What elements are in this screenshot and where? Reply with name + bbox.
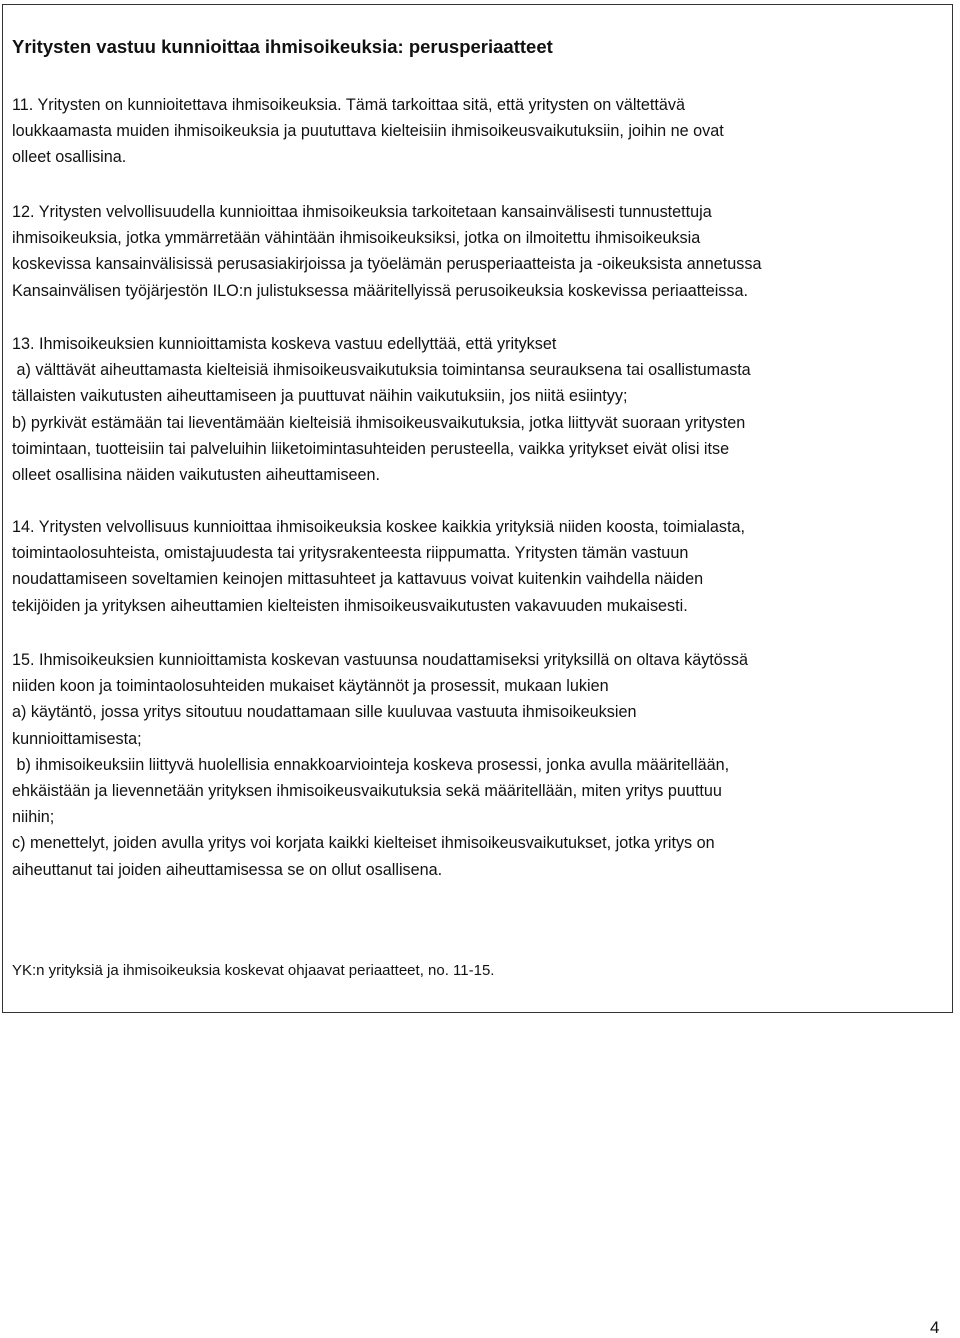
paragraph-13 bbox=[12, 331, 751, 488]
text-line: a) käytäntö, jossa yritys sitoutuu noudattamaan sille kuuluvaa vastuuta ihmisoikeuksien bbox=[12, 703, 637, 722]
text-line: koskevissa kansainvälisissä perusasiakirjoissa ja työelämän perusperiaatteista ja -oikeuksista annetussa bbox=[12, 255, 762, 274]
paragraph-11 bbox=[12, 92, 724, 171]
text-line: a) välttävät aiheuttamasta kielteisiä ihmisoikeusvaikutuksia toimintansa seurauksena tai osallistumasta bbox=[12, 361, 751, 380]
text-line: tällaisten vaikutusten aiheuttamiseen ja puuttuvat näihin vaikutuksiin, jos niitä esiintyy; bbox=[12, 387, 628, 406]
text-line: tekijöiden ja yrityksen aiheuttamien kielteisten ihmisoikeusvaikutusten vakavuuden mukaisesti. bbox=[12, 596, 688, 615]
text-line: b) ihmisoikeuksiin liittyvä huolellisia ennakkoarviointeja koskeva prosessi, jonka avulla määritellään, bbox=[12, 755, 730, 774]
text-line: toimintaolosuhteista, omistajuudesta tai yritysrakenteesta riippumatta. Yritysten tämän vastuun bbox=[12, 544, 689, 563]
text-line: niihin; bbox=[12, 808, 55, 827]
text-line: kunnioittamisesta; bbox=[12, 729, 142, 748]
text-line: 11. Yritysten on kunnioitettava ihmisoikeuksia. Tämä tarkoittaa sitä, että yritysten on vältettävä bbox=[12, 96, 686, 114]
source-footnote: YK:n yrityksiä ja ihmisoikeuksia koskevat ohjaavat periaatteet, no. 11-15. bbox=[12, 962, 495, 979]
text-line: toimintaan, tuotteisiin tai palveluihin liiketoimintasuhteiden perusteella, vaikka yritykset eivät olisi itse bbox=[12, 439, 730, 458]
text-line: ehkäistään ja lievennetään yrityksen ihmisoikeusvaikutuksia sekä määritellään, miten yritys puuttuu bbox=[12, 782, 722, 801]
text-line: b) pyrkivät estämään tai lieventämään kielteisiä ihmisoikeusvaikutuksia, jotka liittyvät suoraan yritysten bbox=[12, 413, 746, 432]
document-title: Yritysten vastuu kunnioittaa ihmisoikeuksia: perusperiaatteet bbox=[12, 36, 553, 57]
text-line: Kansainvälisen työjärjestön ILO:n julistuksessa määritellyissä perusoikeuksia koskevissa periaatteissa. bbox=[12, 281, 748, 300]
text-line: 15. Ihmisoikeuksien kunnioittamista koskevan vastuunsa noudattamiseksi yrityksillä on oltava käytössä bbox=[12, 651, 748, 669]
page-number: 4 bbox=[930, 1318, 940, 1337]
paragraph-14 bbox=[12, 514, 745, 619]
text-line: olleet osallisina. bbox=[12, 148, 127, 167]
text-line: 13. Ihmisoikeuksien kunnioittamista koskeva vastuu edellyttää, että yritykset bbox=[12, 335, 557, 353]
text-line: c) menettelyt, joiden avulla yritys voi korjata kaikki kielteiset ihmisoikeusvaikutukset, jotka yritys on bbox=[12, 834, 715, 853]
text-line: 12. Yritysten velvollisuudella kunnioittaa ihmisoikeuksia tarkoitetaan kansainvälisesti tunnustettuja bbox=[12, 203, 712, 221]
paragraph-15 bbox=[12, 647, 748, 883]
text-line: loukkaamasta muiden ihmisoikeuksia ja puututtava kielteisiin ihmisoikeusvaikutuksiin, joihin ne ovat bbox=[12, 122, 724, 141]
text-line: 14. Yritysten velvollisuus kunnioittaa ihmisoikeuksia koskee kaikkia yrityksiä niiden koosta, toimialasta, bbox=[12, 518, 745, 536]
text-line: noudattamiseen soveltamien keinojen mittasuhteet ja kattavuus voivat kuitenkin vaihdella näiden bbox=[12, 570, 704, 589]
text-line: olleet osallisina näiden vaikutusten aiheuttamiseen. bbox=[12, 466, 381, 485]
text-line: aiheuttanut tai joiden aiheuttamisessa se on ollut osallisena. bbox=[12, 860, 443, 879]
text-line: niiden koon ja toimintaolosuhteiden mukaiset käytännöt ja prosessit, mukaan lukien bbox=[12, 677, 609, 696]
paragraph-12 bbox=[12, 199, 762, 304]
text-line: ihmisoikeuksia, jotka ymmärretään vähintään ihmisoikeuksiksi, jotka on ilmoitettu ihmisoikeuksia bbox=[12, 229, 701, 248]
